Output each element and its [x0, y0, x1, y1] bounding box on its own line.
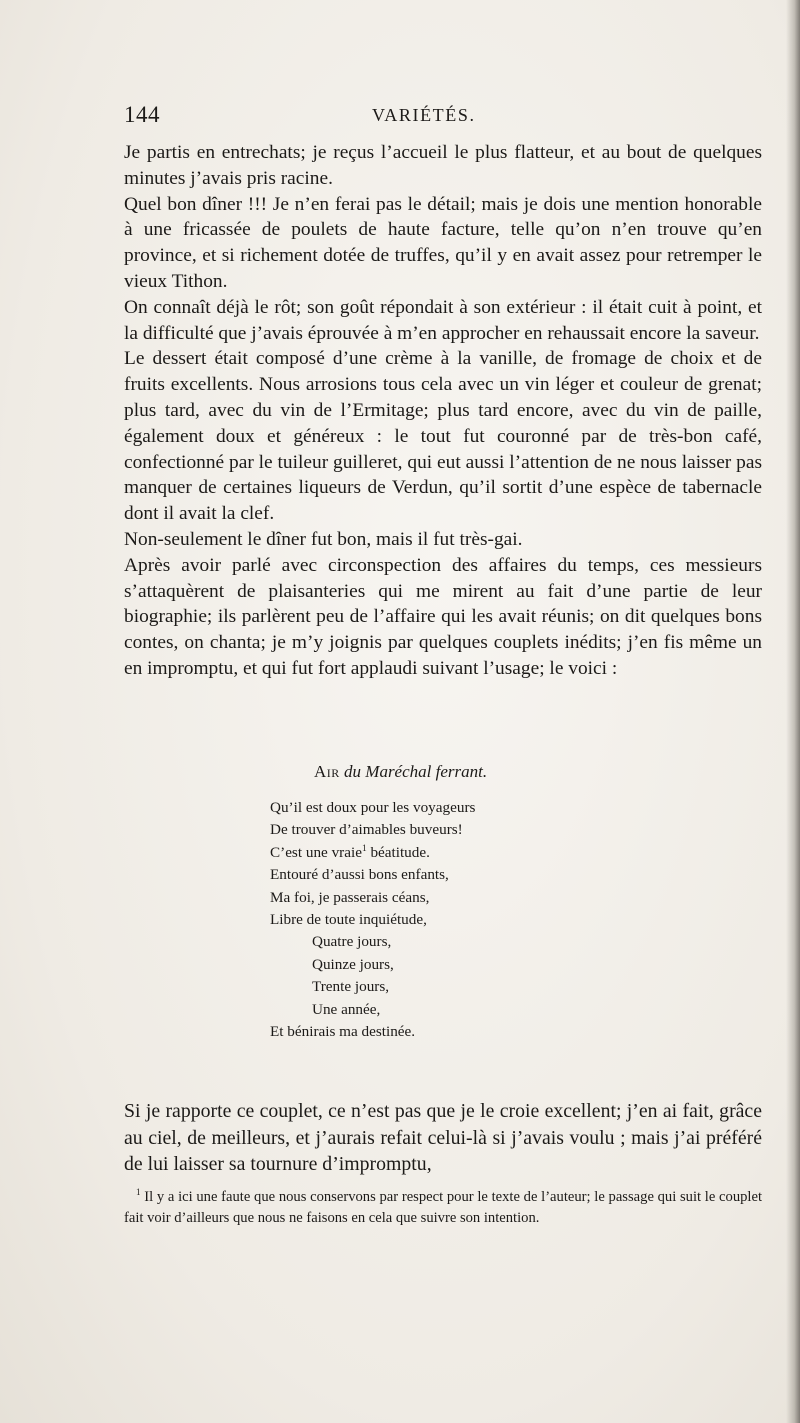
verse-line-text: béatitude. [370, 843, 430, 861]
verse-line: Qu’il est doux pour les voyageurs [270, 799, 476, 816]
page-number: 144 [124, 102, 160, 127]
song-verse [270, 797, 475, 1043]
air-label: Air [314, 762, 340, 781]
song-air-title [314, 762, 487, 782]
verse-line: Ma foi, je passerais céans, [270, 888, 430, 906]
verse-line: Trente jours, [312, 978, 390, 996]
paragraph: On connaît déjà le rôt; son goût répondait à son extérieur : il était cuit à point, et la difficulté que j’avais éprouvée à m’en approcher en rehaussait encore la saveur. [124, 296, 762, 344]
verse-line: Quinze jours, [312, 955, 394, 973]
verse-line: Entouré d’aussi bons enfants, [270, 866, 449, 884]
paragraph: Si je rapporte ce couplet, ce n’est pas que je le croie excellent; j’en ai fait, grâce au ciel, de meilleurs, et j’aurais refait celui-là si j’avais voulu ; mais j’ai préféré de lui laisser sa tournure d’impromptu, [124, 1100, 762, 1175]
verse-line: Une année, [312, 1000, 381, 1018]
footnote-reference: 1 [361, 843, 367, 854]
verse-line: Et bénirais ma destinée. [270, 1023, 416, 1041]
page-edge-shadow [786, 0, 800, 1423]
paragraph: Je partis en entrechats; je reçus l’accueil le plus flatteur, et au bout de quelques minutes j’avais pris racine. [124, 142, 762, 189]
paragraph: Quel bon dîner !!! Je n’en ferai pas le détail; mais je dois une mention honorable à une fricassée de poulets de haute facture, telle qu’on n’en trouve qu’en province, et si richement dotée de truffes, qu’il y en avait assez pour retremper le vieux Tithon. [124, 193, 762, 292]
footnote-body: Il y a ici une faute que nous conservons par respect pour le texte de l’auteur; le passage qui suit le couplet fait voir d’ailleurs que nous ne faisons en cela que suivre son intention. [124, 1189, 762, 1226]
verse-line: Quatre jours, [312, 933, 392, 951]
verse-line: De trouver d’aimables buveurs! [270, 821, 463, 839]
paragraph: Après avoir parlé avec circonspection des affaires du temps, ces messieurs s’attaquèrent de plaisanteries qui me mirent au fait d’une partie de leur biographie; ils parlèrent peu de l’affaire qui les avait réunis; on dit quelques bons contes, on chanta; je m’y joignis par quelques couplets inédits; j’en fis même un en impromptu, et qui fut fort applaudi suivant l’usage; le voici : [124, 554, 762, 679]
main-text-continued [124, 1098, 762, 1178]
footnote [124, 1187, 762, 1229]
air-name: du Maréchal ferrant. [344, 762, 488, 781]
paragraph: Le dessert était composé d’une crème à la vanille, de fromage de choix et de fruits excellents. Nous arrosions tous cela avec un vin léger et couleur de grenat; plus tard, avec du vin de l’Ermitage; plus tard encore, avec du vin de paille, également doux et généreux : le tout fut couronné par de très-bon café, confectionné par le tuileur guilleret, qui eut aussi l’attention de ne nous laisser pas manquer de certaines liqueurs de Verdun, qu’il sortit d’une espèce de tabernacle dont il avait la clef. [124, 348, 762, 525]
verse-line-text: C’est une vraie [270, 843, 362, 861]
footnote-text [124, 1187, 762, 1229]
verse-line: Libre de toute inquiétude, [270, 911, 427, 929]
main-text [124, 140, 762, 682]
footnote-mark: 1 [136, 1187, 141, 1198]
paragraph: Non-seulement le dîner fut bon, mais il fut très-gai. [124, 528, 523, 550]
page-header [124, 102, 764, 128]
running-head: VARIÉTÉS. [372, 105, 476, 125]
verse-line [270, 842, 475, 864]
